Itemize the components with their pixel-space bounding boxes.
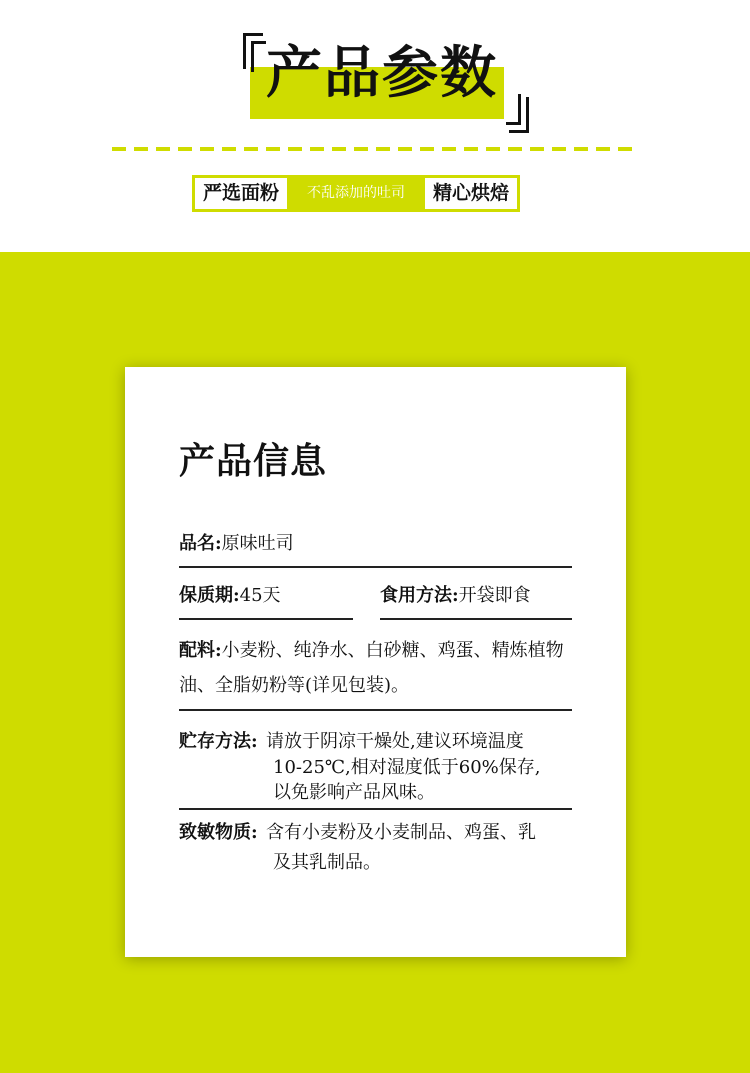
allergen-label <box>179 819 258 846</box>
feature-tags <box>192 175 520 212</box>
storage-label <box>179 728 258 755</box>
storage-line-3: 以免影响产品风味。 <box>273 782 435 803</box>
tag-no-additives: 不乱添加的吐司 <box>290 175 422 212</box>
divider <box>179 618 353 620</box>
shelf-life-row <box>179 582 281 609</box>
usage-label: 食用方法: <box>380 585 459 606</box>
product-name-value: 原味吐司 <box>221 533 294 554</box>
header-section <box>0 0 750 252</box>
divider <box>179 709 572 711</box>
divider <box>380 618 572 620</box>
card-title: 产品信息 <box>179 440 328 482</box>
usage-value: 开袋即食 <box>458 585 531 606</box>
product-info-card <box>125 367 626 957</box>
page-title: 产品参数 <box>266 41 498 106</box>
allergen-line-1: 含有小麦粉及小麦制品、鸡蛋、乳 <box>266 822 536 843</box>
usage-row <box>380 582 531 609</box>
storage-line-2: 10-25℃,相对湿度低于60%保存, <box>273 757 541 778</box>
corner-bracket-left <box>243 33 263 69</box>
divider <box>179 566 572 568</box>
divider <box>179 808 572 810</box>
dashed-divider <box>112 147 638 151</box>
tag-baking: 精心烘焙 <box>422 175 520 212</box>
storage-label-text: 贮存方法: <box>179 731 258 752</box>
allergen-line-2: 及其乳制品。 <box>273 852 381 873</box>
storage-line-1: 请放于阴凉干燥处,建议环境温度 <box>266 731 524 752</box>
ingredients-label: 配料: <box>179 640 222 661</box>
tag-flour: 严选面粉 <box>192 175 290 212</box>
shelf-life-value: 45天 <box>239 585 281 606</box>
ingredients-row <box>179 637 564 664</box>
allergen-label-text: 致敏物质: <box>179 822 258 843</box>
product-name-label: 品名: <box>179 533 222 554</box>
ingredients-line-1: 小麦粉、纯净水、白砂糖、鸡蛋、精炼植物 <box>221 640 564 661</box>
product-name-row <box>179 530 294 557</box>
ingredients-line-2: 油、全脂奶粉等(详见包装)。 <box>179 675 410 696</box>
shelf-life-label: 保质期: <box>179 585 240 606</box>
corner-bracket-right <box>509 97 529 133</box>
